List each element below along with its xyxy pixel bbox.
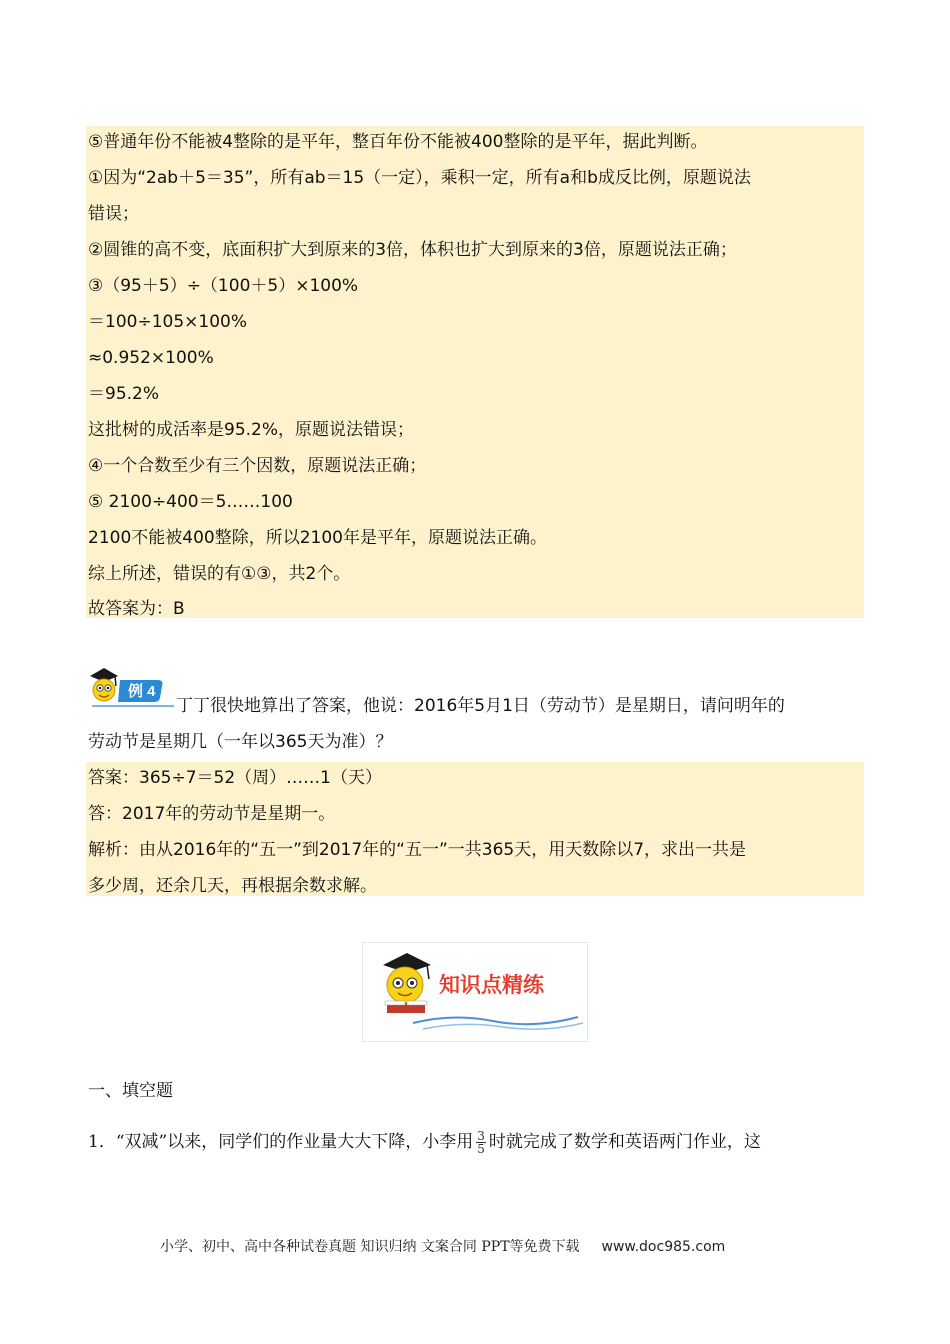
solution-line: ≈0.952×100% <box>88 348 214 368</box>
solution-line: 错误； <box>88 204 139 224</box>
question-1-text: 1．“双减”以来，同学们的作业量大大下降，小李用 <box>88 1132 474 1152</box>
question-1-text-rest: 时就完成了数学和英语两门作业，这 <box>488 1132 761 1152</box>
solution-line: 2100不能被400整除，所以2100年是平年，原题说法正确。 <box>88 528 547 548</box>
fraction-numerator: 3 <box>477 1129 485 1143</box>
solution-line: ④一个合数至少有三个因数，原题说法正确； <box>88 456 427 476</box>
solution-line: 综上所述，错误的有①③，共2个。 <box>88 564 351 584</box>
example-question: 丁丁很快地算出了答案，他说：2016年5月1日（劳动节）是星期日，请问明年的 <box>176 696 785 716</box>
fraction-denominator: 5 <box>477 1142 485 1156</box>
solution-line: ②圆锥的高不变，底面积扩大到原来的3倍，体积也扩大到原来的3倍，原题说法正确； <box>88 240 737 260</box>
example-badge-label: 例 4 <box>128 683 156 700</box>
question-1 <box>88 1130 761 1155</box>
banner-title: 知识点精练 <box>439 973 544 997</box>
solution-line: ＝95.2% <box>88 384 160 404</box>
answer-line: 答案：365÷7＝52（周）……1（天） <box>88 768 382 788</box>
page-footer <box>160 1236 725 1256</box>
section-heading: 一、填空题 <box>88 1081 173 1101</box>
solution-line: ＝100÷105×100% <box>88 312 247 332</box>
footer-url[interactable]: www.doc985.com <box>601 1239 726 1255</box>
answer-line: 答：2017年的劳动节是星期一。 <box>88 804 336 824</box>
fraction <box>476 1130 486 1155</box>
knowledge-practice-banner <box>362 942 588 1042</box>
solution-line: 故答案为：B <box>88 599 185 619</box>
answer-line: 解析：由从2016年的“五一”到2017年的“五一”一共365天，用天数除以7，求出一共是 <box>88 840 747 860</box>
solution-line: ⑤ 2100÷400＝5……100 <box>88 492 293 512</box>
example-badge-icon <box>88 664 176 710</box>
answer-line: 多少周，还余几天，再根据余数求解。 <box>88 876 377 896</box>
footer-text: 小学、初中、高中各种试卷真题 知识归纳 文案合同 PPT等免费下载 <box>160 1239 580 1255</box>
solution-line: ⑤普通年份不能被4整除的是平年，整百年份不能被400整除的是平年，据此判断。 <box>88 132 708 152</box>
example-question: 劳动节是星期几（一年以365天为准）？ <box>88 732 393 752</box>
solution-line: ①因为“2ab＋5＝35”，所有ab＝15（一定），乘积一定，所有a和b成反比例，原题说法 <box>88 168 751 188</box>
solution-line: ③（95＋5）÷（100＋5）×100% <box>88 276 359 296</box>
solution-line: 这批树的成活率是95.2%，原题说法错误； <box>88 420 415 440</box>
